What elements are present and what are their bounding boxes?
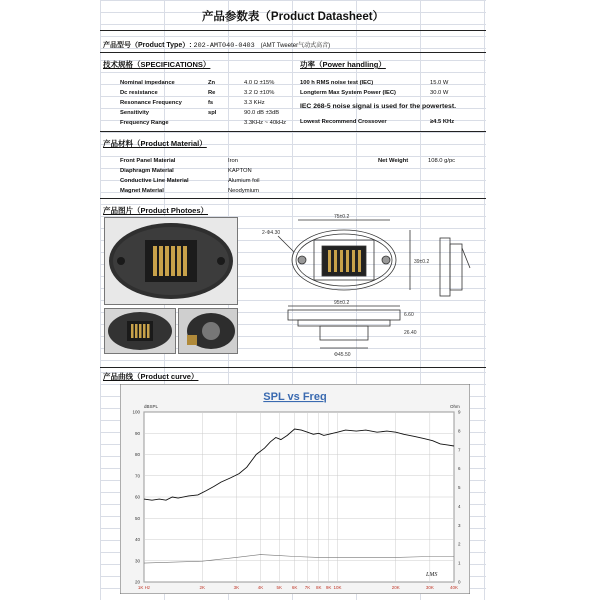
- x-tick-label: 3K: [233, 585, 240, 590]
- y2-tick-label: 2: [458, 541, 461, 547]
- specs-divider: [100, 131, 486, 132]
- product-type-desc: (AMT Tweeter气动式高音): [260, 43, 331, 49]
- product-type-value: 202-AMT040-0403: [193, 42, 255, 50]
- y2-tick-label: 4: [458, 503, 461, 509]
- y-tick-label: 60: [134, 494, 140, 500]
- spec-value: 3.3 KHz: [244, 100, 265, 106]
- chart-title: SPL vs Freq: [263, 391, 327, 403]
- x-tick-label: 30K: [425, 585, 434, 590]
- power-note: IEC 268-5 noise signal is used for the powertest.: [300, 103, 456, 110]
- y-tick-label: 40: [134, 537, 140, 542]
- y2-axis-label: Ohm: [450, 404, 460, 409]
- dim-height: 39±0.2: [414, 259, 430, 265]
- material-value: KAPTON: [228, 168, 252, 174]
- y-tick-label: 30: [134, 558, 140, 564]
- x-tick-label: 7K: [304, 585, 311, 590]
- spec-name: Dc resistance: [120, 90, 158, 96]
- dim-overall: 95±0.2: [334, 300, 350, 306]
- spec-name: Frequency Range: [120, 120, 169, 126]
- power-value: 15.0 W: [430, 80, 449, 86]
- product-type-row: [103, 40, 330, 50]
- x-tick-label: 9K: [325, 585, 332, 590]
- tweeter-front-image: [105, 218, 237, 304]
- y-tick-label: 80: [134, 452, 140, 457]
- product-type-divider: [100, 52, 486, 53]
- x-tick-label: 40K: [449, 585, 459, 590]
- material-name: Front Panel Material: [120, 158, 176, 164]
- y2-tick-label: 0: [458, 579, 461, 585]
- photos-heading: 产品图片（Product Photoes）: [103, 206, 209, 215]
- material-name: Conductive Line Material: [120, 178, 189, 184]
- material-value: Iron: [228, 158, 238, 164]
- material-divider: [100, 198, 486, 199]
- power-name: Longterm Max System Power (IEC): [300, 90, 396, 96]
- spec-name: Nominal impedance: [120, 80, 175, 86]
- y2-tick-label: 6: [458, 466, 461, 472]
- material-name: Diaphragm Material: [120, 168, 174, 174]
- x-tick-label: 8K: [315, 585, 322, 590]
- spec-value: 3.3KHz ~ 40kHz: [244, 120, 287, 126]
- material-value: Neodymium: [228, 188, 259, 194]
- y2-tick-label: 5: [458, 485, 461, 491]
- crossover-label: Lowest Recommend Crossover: [300, 119, 387, 125]
- material-heading: 产品材料（Product Material）: [103, 139, 207, 148]
- spec-name: Resonance Frequency: [120, 100, 182, 106]
- tweeter-side-image: [105, 309, 175, 353]
- spec-symbol: Re: [208, 90, 216, 96]
- product-photo-front: [104, 217, 238, 305]
- spec-name: Sensitivity: [120, 110, 149, 116]
- curve-heading: 产品曲线（Product curve）: [103, 372, 199, 381]
- power-name: 100 h RMS noise test (IEC): [300, 80, 374, 86]
- material-value: Alumium foil: [228, 178, 260, 184]
- dim-flange: 6.60: [404, 312, 414, 318]
- product-photo-side: [104, 308, 176, 354]
- x-tick-label: 20K: [391, 585, 400, 590]
- y-tick-label: 50: [134, 515, 140, 521]
- y-axis-label: dBSPL: [144, 404, 159, 409]
- x-tick-label: 4K: [257, 585, 264, 590]
- product-photo-back: [178, 308, 238, 354]
- dim-width: 75±0.2: [334, 214, 350, 220]
- y2-tick-label: 9: [458, 409, 461, 415]
- y2-tick-label: 7: [458, 447, 461, 453]
- y2-tick-label: 8: [458, 428, 461, 434]
- spl-chart: [120, 384, 470, 594]
- spec-value: 3.2 Ω ±10%: [244, 90, 275, 96]
- dim-depth: 26.40: [404, 330, 417, 336]
- crossover-value: ≥4.5 KHz: [430, 119, 455, 125]
- title-divider: [100, 30, 486, 31]
- x-tick-label: 5K: [276, 585, 283, 590]
- spec-symbol: fs: [208, 100, 214, 106]
- spec-value: 4.0 Ω ±15%: [244, 80, 275, 86]
- y2-tick-label: 1: [458, 560, 461, 566]
- y-tick-label: 20: [134, 579, 140, 585]
- photos-divider: [100, 367, 486, 368]
- technical-drawing: [258, 208, 484, 373]
- datasheet-page: [100, 0, 486, 600]
- power-heading: 功率（Power handling）: [300, 60, 386, 69]
- y2-tick-label: 3: [458, 522, 461, 528]
- dim-diameter: Φ45.50: [334, 352, 351, 358]
- spec-value: 90.0 dB ±3dB: [244, 110, 280, 116]
- x-tick-label: 6K: [291, 585, 298, 590]
- net-weight-label: Net Weight: [378, 158, 409, 164]
- specs-heading: 技术规格（SPECIFICATIONS）: [103, 60, 211, 69]
- dim-holes: 2-Φ4.30: [262, 230, 281, 236]
- spec-symbol: spl: [208, 110, 217, 116]
- x-tick-label: 1K Hz: [137, 585, 151, 590]
- tweeter-back-image: [179, 309, 237, 353]
- net-weight-value: 108.0 g/pc: [428, 158, 456, 164]
- x-tick-label: 10K: [333, 585, 342, 590]
- lms-annotation: LMS: [426, 572, 438, 578]
- x-tick-label: 2K: [199, 585, 206, 590]
- spec-symbol: Zn: [208, 80, 216, 86]
- y-tick-label: 100: [132, 409, 140, 415]
- product-type-label: 产品型号（Product Type）:: [103, 42, 192, 49]
- material-name: Magnet Material: [120, 188, 164, 194]
- y-tick-label: 90: [134, 430, 140, 436]
- page-title: 产品参数表（Product Datasheet）: [201, 11, 385, 23]
- y-tick-label: 70: [134, 473, 140, 479]
- power-value: 30.0 W: [430, 90, 449, 96]
